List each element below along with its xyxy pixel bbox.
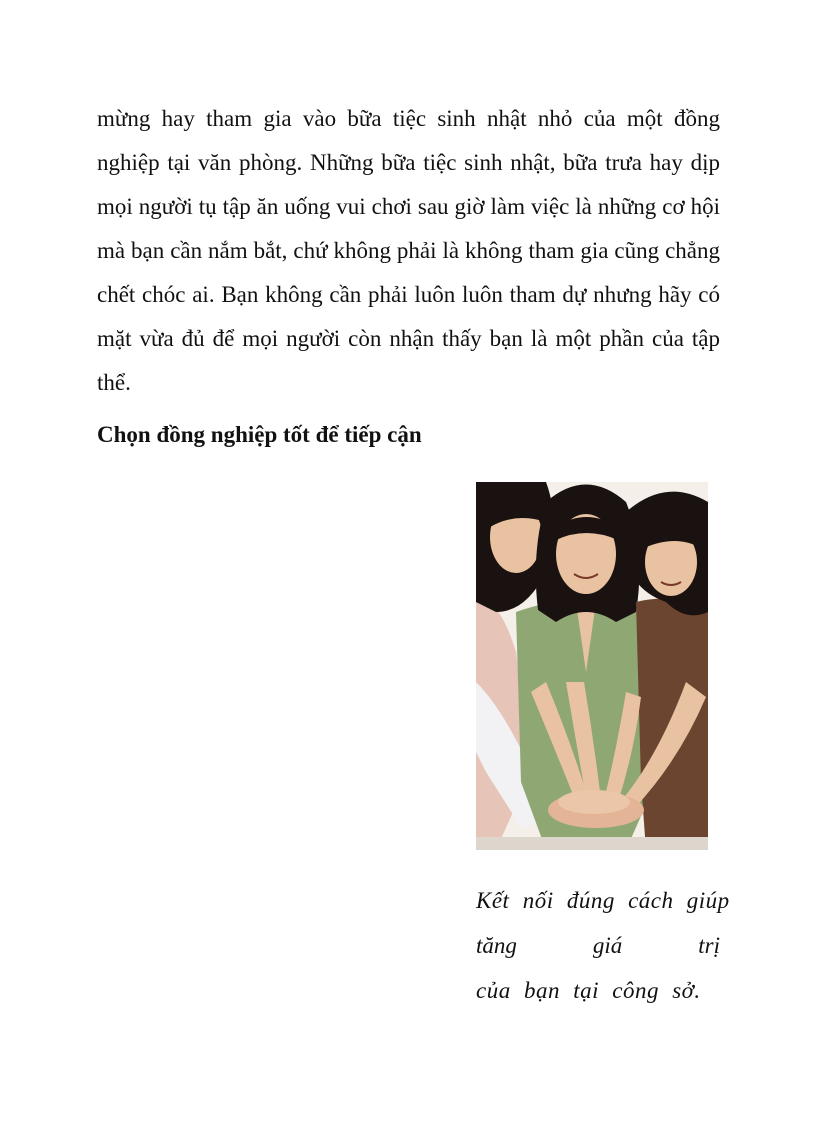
section-heading: Chọn đồng nghiệp tốt để tiếp cận (97, 422, 422, 447)
photo-illustration (476, 482, 708, 850)
caption-word: trị (698, 933, 720, 958)
caption-line-1: Kết nối đúng cách giúp (476, 888, 730, 913)
caption-line-3: của bạn tại công sở. (476, 978, 701, 1003)
photo-caption (476, 878, 730, 1013)
team-hands-photo (476, 482, 708, 850)
body-paragraph: mừng hay tham gia vào bữa tiệc sinh nhật nhỏ của một đồng nghiệp tại văn phòng. Những bữa tiệc sinh nhật, bữa trưa hay dịp mọi người tụ tập ăn uống vui chơi sau giờ làm việc là những cơ hội mà bạn cần nắm bắt, chứ không phải là không tham gia cũng chẳng chết chóc ai. Bạn không cần phải luôn luôn tham dự nhưng hãy có mặt vừa đủ để mọi người còn nhận thấy bạn là một phần của tập thể. (97, 106, 720, 395)
caption-line-2 (476, 923, 720, 968)
caption-word: giá (592, 933, 623, 958)
caption-word: tăng (476, 933, 517, 958)
